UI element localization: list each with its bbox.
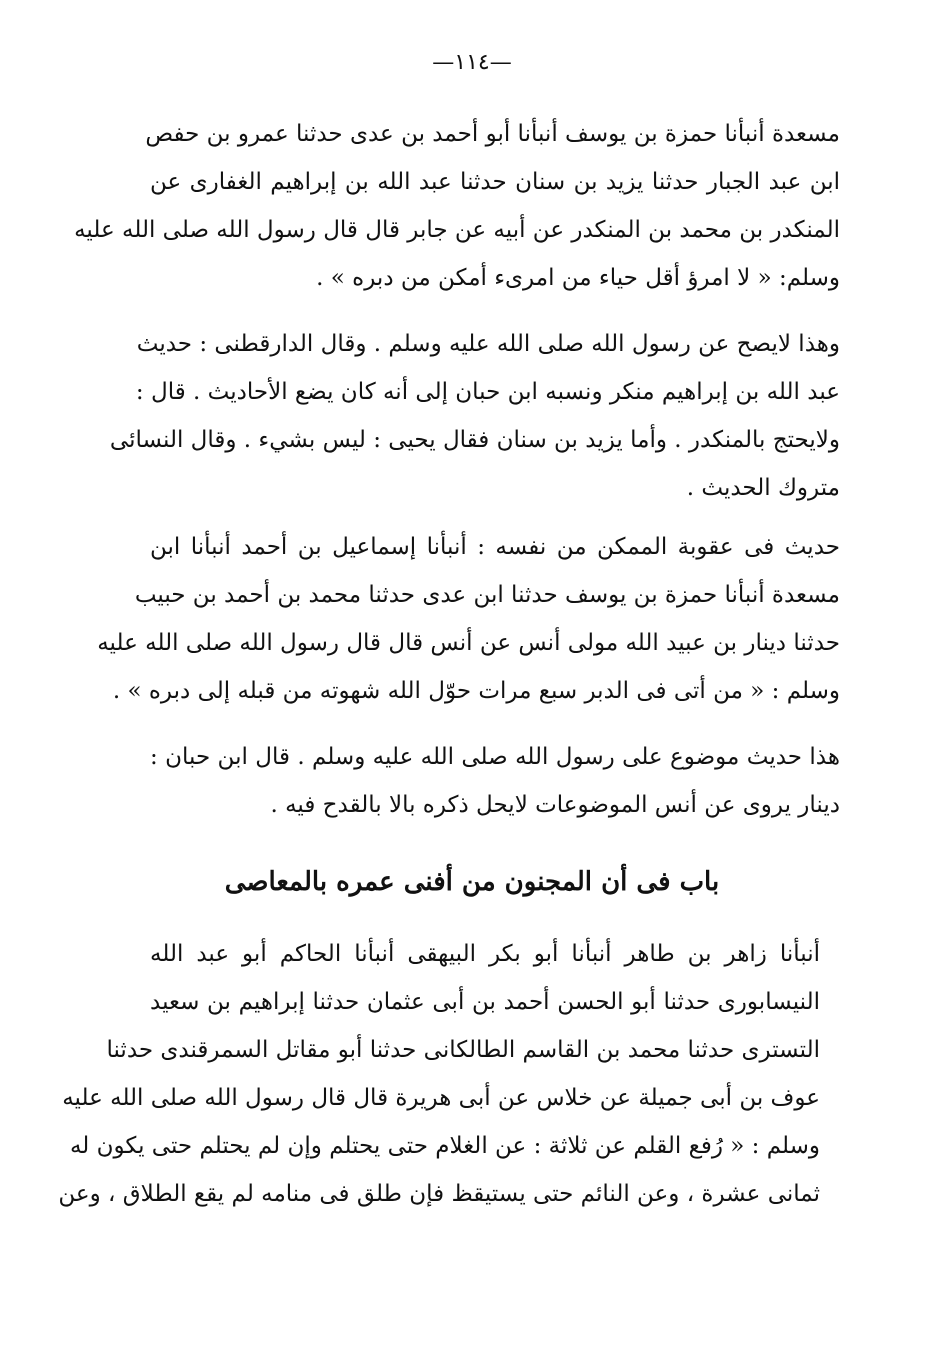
text-line: مسعدة أنبأنا حمزة بن يوسف أنبأنا أبو أحمد بن عدى حدثنا عمرو بن حفص <box>145 121 840 147</box>
paragraph-4 <box>150 733 840 829</box>
text-line: ولايحتج بالمنكدر . وأما يزيد بن سنان فقال يحيى : ليس بشيء . وقال النسائى <box>109 427 840 453</box>
text-line: هذا حديث موضوع على رسول الله صلى الله عليه وسلم . قال ابن حبان : <box>150 744 840 770</box>
text-line: حديث فى عقوبة الممكن من نفسه : أنبأنا إسماعيل بن أحمد أنبأنا ابن <box>150 534 840 560</box>
text-line: متروك الحديث . <box>686 475 840 501</box>
text-line: دينار يروى عن أنس الموضوعات لايحل ذكره بالا بالقدح فيه . <box>270 792 840 818</box>
text-line: ابن عبد الجبار حدثنا يزيد بن سنان حدثنا عبد الله بن إبراهيم الغفارى عن <box>150 169 840 195</box>
paragraph-3 <box>97 523 840 715</box>
text-line: ثمانى عشرة ، وعن النائم حتى يستيقظ فإن طلق فى منامه لم يقع الطلاق ، وعن <box>58 1181 820 1207</box>
text-line: النيسابورى حدثنا أبو الحسن أحمد بن أبى عثمان حدثنا إبراهيم بن سعيد <box>150 989 820 1015</box>
paragraph-1 <box>74 110 840 302</box>
text-line: وهذا لايصح عن رسول الله صلى الله عليه وسلم . وقال الدارقطنى : حديث <box>136 331 840 357</box>
paragraph-2 <box>109 320 840 512</box>
text-line: مسعدة أنبأنا حمزة بن يوسف حدثنا ابن عدى حدثنا محمد بن أحمد بن حبيب <box>134 582 840 608</box>
chapter-heading: باب فى أن المجنون من أفنى عمره بالمعاصى <box>224 867 720 897</box>
text-line: التسترى حدثنا محمد بن القاسم الطالكانى حدثنا أبو مقاتل السمرقندى حدثنا <box>106 1037 820 1063</box>
text-line: وسلم : « رُفع القلم عن ثلاثة : عن الغلام حتى يحتلم وإن لم يحتلم حتى يكون له <box>69 1133 820 1159</box>
text-line: حدثنا دينار بن عبيد الله مولى أنس عن أنس قال قال رسول الله صلى الله عليه <box>97 630 840 656</box>
text-line: عبد الله بن إبراهيم منكر ونسبه ابن حبان إلى أنه كان يضع الأحاديث . قال : <box>135 379 840 405</box>
text-line: أنبأنا زاهر بن طاهر أنبأنا أبو بكر البيهقى أنبأنا الحاكم أبو عبد الله <box>150 941 820 967</box>
text-line: عوف بن أبى جميلة عن خلاس عن أبى هريرة قال قال رسول الله صلى الله عليه <box>62 1085 820 1111</box>
text-line: المنكدر بن محمد بن المنكدر عن أبيه عن جابر قال قال رسول الله صلى الله عليه <box>74 217 840 243</box>
text-line: وسلم : « من أتى فى الدبر سبع مرات حوّل الله شهوته من قبله إلى دبره » . <box>112 678 840 704</box>
paragraph-5 <box>58 930 820 1218</box>
page-number: —١١٤— <box>432 50 512 75</box>
text-line: وسلم: « لا امرؤ أقل حياء من امرىء أمكن من دبره » . <box>316 265 840 291</box>
